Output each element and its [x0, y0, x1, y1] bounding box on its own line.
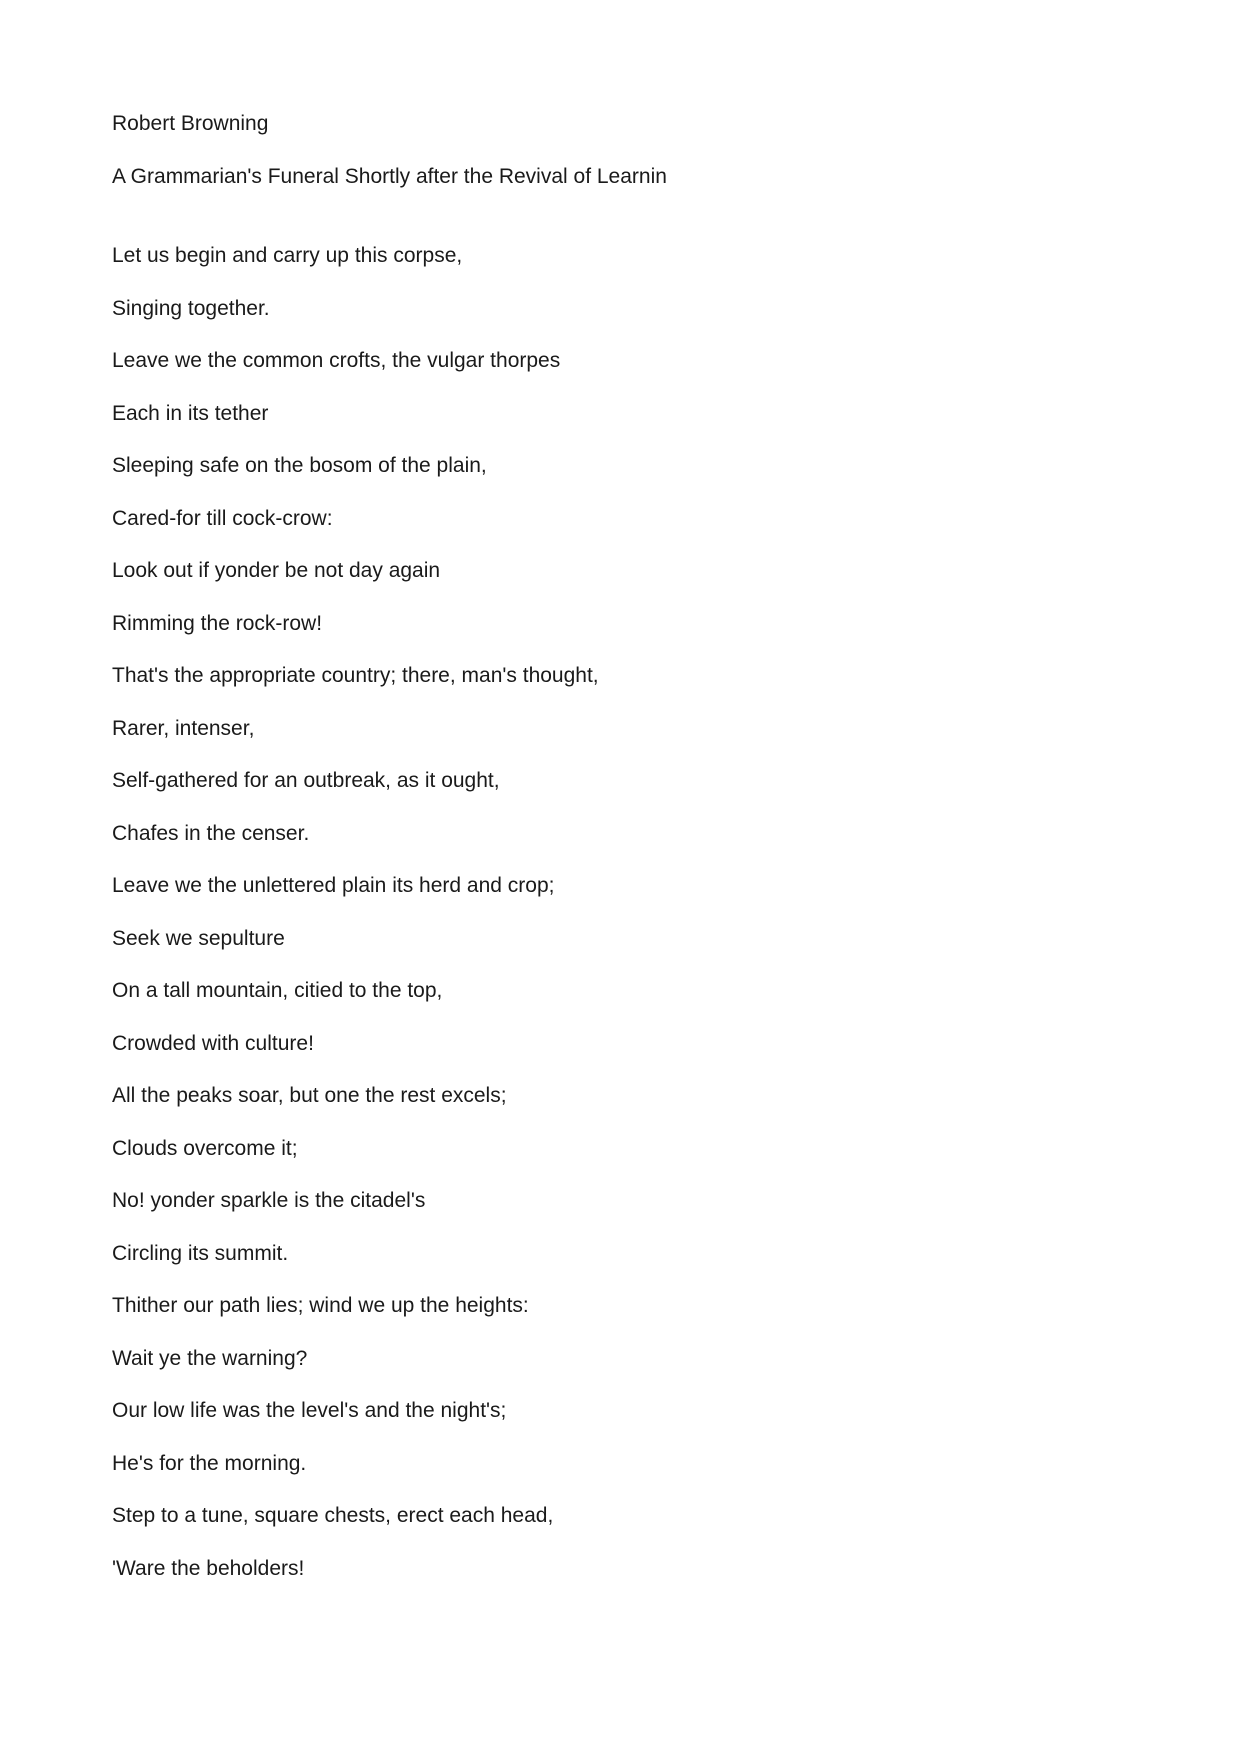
poem-line: Look out if yonder be not day again: [112, 559, 441, 582]
poem-line: Singing together.: [112, 296, 270, 320]
poem-line: Our low life was the level's and the night's;: [112, 1399, 507, 1422]
poem-line: Self-gathered for an outbreak, as it ought,: [112, 769, 500, 792]
poem-line: On a tall mountain, citied to the top,: [112, 979, 443, 1002]
poem-line: Wait ye the warning?: [112, 1346, 308, 1370]
poem-line: Let us begin and carry up this corpse,: [112, 244, 463, 267]
blank-line: [112, 215, 1112, 242]
poem-line: Leave we the common crofts, the vulgar thorpes: [112, 349, 561, 372]
poem-line: Cared-for till cock-crow:: [112, 506, 333, 530]
poem-line: That's the appropriate country; there, man's thought,: [112, 664, 599, 687]
author-name: Robert Browning: [112, 112, 269, 135]
poem-line: Chafes in the censer.: [112, 821, 310, 845]
poem-line: Leave we the unlettered plain its herd and crop;: [112, 874, 555, 897]
poem-text: [112, 110, 1112, 1607]
poem-line: All the peaks soar, but one the rest excels;: [112, 1084, 507, 1107]
poem-line: Rarer, intenser,: [112, 716, 255, 740]
poem-line: Crowded with culture!: [112, 1031, 314, 1055]
poem-line: 'Ware the beholders!: [112, 1556, 305, 1580]
poem-title: A Grammarian's Funeral Shortly after the Revival of Learnin: [112, 164, 667, 188]
poem-line: Rimming the rock-row!: [112, 611, 323, 635]
poem-line: Step to a tune, square chests, erect each head,: [112, 1504, 554, 1527]
poem-line: Circling its summit.: [112, 1241, 289, 1265]
poem-line: He's for the morning.: [112, 1451, 307, 1475]
poem-line: Thither our path lies; wind we up the heights:: [112, 1294, 529, 1317]
poem-line: No! yonder sparkle is the citadel's: [112, 1189, 426, 1212]
poem-line: Seek we sepulture: [112, 926, 285, 950]
poem-line: Sleeping safe on the bosom of the plain,: [112, 454, 487, 477]
poem-line: Each in its tether: [112, 401, 269, 425]
poem-line: Clouds overcome it;: [112, 1136, 298, 1160]
